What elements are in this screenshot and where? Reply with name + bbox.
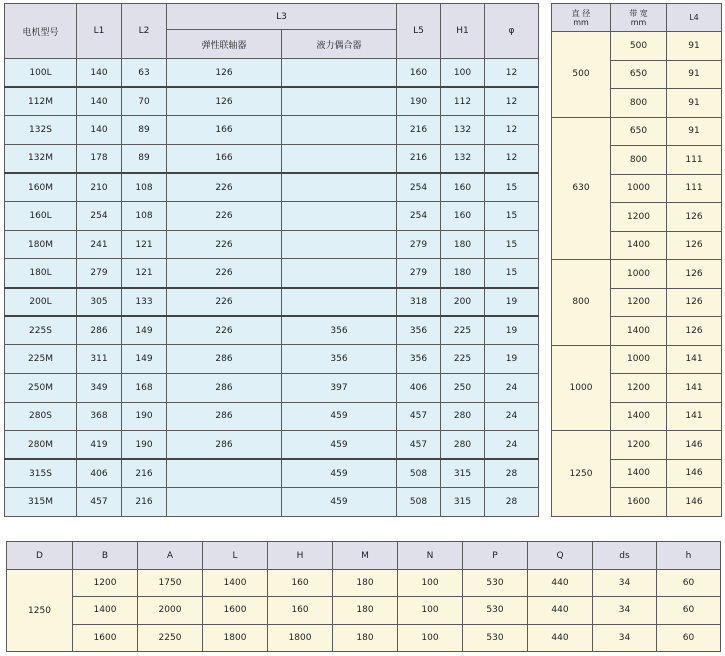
cell-h1: 315: [441, 459, 485, 488]
cell-d: 1250: [7, 570, 73, 652]
cell-l3-elastic: 286: [167, 402, 282, 431]
cell-h: 160: [268, 570, 333, 597]
table-row: [7, 570, 721, 597]
cell-belt-width: 800: [611, 146, 667, 175]
header-d: D: [7, 542, 73, 570]
header-diameter-label: 直 径: [571, 8, 591, 18]
cell-l1: 140: [77, 116, 122, 145]
cell-h1: 160: [441, 173, 485, 202]
cell-b: 1600: [73, 624, 138, 651]
cell-belt-width: 1200: [611, 431, 667, 460]
cell-l1: 178: [77, 144, 122, 173]
cell-phi: 24: [485, 373, 539, 402]
header-diameter-unit: mm: [573, 17, 589, 27]
header-b: B: [73, 542, 138, 570]
table-row: [5, 402, 539, 431]
cell-l4: 126: [667, 231, 722, 260]
cell-l5: 254: [397, 202, 441, 231]
cell-l3-elastic: 226: [167, 288, 282, 317]
header-h1: H1: [441, 4, 485, 59]
table-row: [5, 288, 539, 317]
cell-l3-fluid: 459: [282, 431, 397, 460]
table-row: [5, 144, 539, 173]
cell-n: 100: [398, 597, 463, 624]
cell-ds: 34: [593, 597, 657, 624]
cell-l5: 356: [397, 316, 441, 345]
cell-l5: 160: [397, 59, 441, 88]
cell-l3-elastic: 226: [167, 259, 282, 288]
cell-l5: 508: [397, 459, 441, 488]
cell-l4: 91: [667, 89, 722, 118]
cell-l4: 126: [667, 288, 722, 317]
cell-l1: 419: [77, 431, 122, 460]
header-h: h: [657, 542, 721, 570]
cell-h: 60: [657, 570, 721, 597]
cell-l2: 108: [122, 202, 167, 231]
cell-l2: 108: [122, 173, 167, 202]
cell-l3-elastic: 226: [167, 202, 282, 231]
cell-m: 180: [333, 624, 398, 651]
cell-l1: 241: [77, 230, 122, 259]
header-phi: φ: [485, 4, 539, 59]
table-row: [5, 316, 539, 345]
motor-table-body: [5, 59, 539, 517]
l4-table-body: [552, 32, 722, 517]
header-motor-model: 电机型号: [5, 4, 77, 59]
cell-model: 100L: [5, 59, 77, 88]
cell-l2: 89: [122, 116, 167, 145]
cell-l3-fluid: [282, 230, 397, 259]
cell-l2: 190: [122, 402, 167, 431]
cell-l5: 279: [397, 230, 441, 259]
cell-m: 180: [333, 570, 398, 597]
cell-diameter: 1000: [552, 345, 611, 431]
table-row: [552, 260, 722, 289]
cell-l5: 508: [397, 488, 441, 517]
cell-h: 160: [268, 597, 333, 624]
cell-model: 280S: [5, 402, 77, 431]
cell-h1: 180: [441, 259, 485, 288]
cell-belt-width: 800: [611, 89, 667, 118]
cell-diameter: 800: [552, 260, 611, 346]
cell-l3-elastic: [167, 488, 282, 517]
cell-l1: 254: [77, 202, 122, 231]
cell-l5: 279: [397, 259, 441, 288]
cell-phi: 15: [485, 173, 539, 202]
header-l: L: [203, 542, 268, 570]
cell-l5: 406: [397, 373, 441, 402]
cell-l1: 311: [77, 345, 122, 374]
table-row: [5, 259, 539, 288]
cell-l: 1400: [203, 570, 268, 597]
cell-l2: 168: [122, 373, 167, 402]
header-l3-fluid: 液力偶合器: [282, 30, 397, 59]
cell-model: 112M: [5, 87, 77, 116]
cell-l4: 91: [667, 32, 722, 61]
cell-l3-fluid: 397: [282, 373, 397, 402]
header-q: Q: [528, 542, 593, 570]
cell-phi: 24: [485, 431, 539, 460]
cell-model: 315M: [5, 488, 77, 517]
header-p: P: [463, 542, 528, 570]
table-row: [5, 87, 539, 116]
pulley-table-body: [7, 570, 721, 652]
header-n: N: [398, 542, 463, 570]
cell-h1: 132: [441, 144, 485, 173]
cell-l3-elastic: 126: [167, 87, 282, 116]
cell-belt-width: 1400: [611, 402, 667, 431]
cell-l3-elastic: 286: [167, 373, 282, 402]
cell-l1: 279: [77, 259, 122, 288]
header-m: M: [333, 542, 398, 570]
cell-l: 1600: [203, 597, 268, 624]
header-belt-width: [611, 4, 667, 32]
cell-p: 530: [463, 570, 528, 597]
cell-l3-fluid: [282, 173, 397, 202]
cell-l1: 349: [77, 373, 122, 402]
cell-l3-elastic: 226: [167, 173, 282, 202]
cell-ds: 34: [593, 624, 657, 651]
cell-h1: 132: [441, 116, 485, 145]
header-l3-elastic: 弹性联轴器: [167, 30, 282, 59]
table-row: [5, 488, 539, 517]
cell-phi: 19: [485, 345, 539, 374]
cell-phi: 15: [485, 230, 539, 259]
cell-belt-width: 500: [611, 32, 667, 61]
cell-belt-width: 1000: [611, 345, 667, 374]
cell-l4: 126: [667, 317, 722, 346]
cell-l4: 91: [667, 60, 722, 89]
cell-belt-width: 1200: [611, 288, 667, 317]
cell-l2: 121: [122, 259, 167, 288]
cell-n: 100: [398, 624, 463, 651]
cell-l1: 457: [77, 488, 122, 517]
cell-l4: 146: [667, 459, 722, 488]
cell-a: 2250: [138, 624, 203, 651]
cell-belt-width: 1000: [611, 174, 667, 203]
cell-l3-fluid: 459: [282, 488, 397, 517]
header-ds: ds: [593, 542, 657, 570]
header-h: H: [268, 542, 333, 570]
cell-phi: 19: [485, 288, 539, 317]
header-belt-width-unit: mm: [630, 17, 647, 27]
cell-l4: 141: [667, 374, 722, 403]
cell-belt-width: 1200: [611, 374, 667, 403]
cell-l1: 286: [77, 316, 122, 345]
cell-phi: 15: [485, 259, 539, 288]
cell-belt-width: 1600: [611, 488, 667, 517]
cell-l3-fluid: 356: [282, 316, 397, 345]
header-l1: L1: [77, 4, 122, 59]
cell-l4: 91: [667, 117, 722, 146]
cell-l3-fluid: 459: [282, 459, 397, 488]
cell-model: 315S: [5, 459, 77, 488]
cell-l4: 141: [667, 345, 722, 374]
cell-diameter: 1250: [552, 431, 611, 517]
cell-m: 180: [333, 597, 398, 624]
cell-l2: 63: [122, 59, 167, 88]
cell-phi: 28: [485, 488, 539, 517]
cell-l3-elastic: 166: [167, 116, 282, 145]
cell-model: 132M: [5, 144, 77, 173]
cell-l5: 318: [397, 288, 441, 317]
cell-l4: 111: [667, 174, 722, 203]
cell-a: 1750: [138, 570, 203, 597]
table-row: [7, 597, 721, 624]
cell-h1: 160: [441, 202, 485, 231]
cell-l1: 406: [77, 459, 122, 488]
cell-b: 1200: [73, 570, 138, 597]
cell-phi: 24: [485, 402, 539, 431]
header-l2: L2: [122, 4, 167, 59]
cell-l3-fluid: [282, 116, 397, 145]
cell-diameter: 630: [552, 117, 611, 260]
cell-belt-width: 1400: [611, 231, 667, 260]
cell-l3-fluid: 459: [282, 402, 397, 431]
cell-model: 180L: [5, 259, 77, 288]
cell-l3-fluid: [282, 259, 397, 288]
cell-model: 200L: [5, 288, 77, 317]
cell-l2: 121: [122, 230, 167, 259]
cell-model: 225S: [5, 316, 77, 345]
cell-l3-elastic: 126: [167, 59, 282, 88]
cell-l5: 216: [397, 144, 441, 173]
cell-phi: 28: [485, 459, 539, 488]
cell-l3-elastic: 226: [167, 230, 282, 259]
cell-l4: 126: [667, 260, 722, 289]
cell-phi: 12: [485, 87, 539, 116]
cell-n: 100: [398, 570, 463, 597]
cell-q: 440: [528, 624, 593, 651]
cell-belt-width: 650: [611, 117, 667, 146]
cell-l2: 149: [122, 316, 167, 345]
cell-l1: 368: [77, 402, 122, 431]
header-a: A: [138, 542, 203, 570]
cell-l3-fluid: [282, 144, 397, 173]
cell-belt-width: 1000: [611, 260, 667, 289]
header-diameter: [552, 4, 611, 32]
cell-l2: 133: [122, 288, 167, 317]
cell-h: 60: [657, 597, 721, 624]
cell-h1: 250: [441, 373, 485, 402]
cell-h1: 315: [441, 488, 485, 517]
cell-model: 250M: [5, 373, 77, 402]
cell-l2: 70: [122, 87, 167, 116]
l4-table: [551, 3, 722, 517]
cell-l2: 89: [122, 144, 167, 173]
table-row: [5, 431, 539, 460]
cell-q: 440: [528, 597, 593, 624]
cell-model: 160M: [5, 173, 77, 202]
cell-a: 2000: [138, 597, 203, 624]
cell-l3-elastic: 166: [167, 144, 282, 173]
cell-l2: 216: [122, 488, 167, 517]
cell-l2: 190: [122, 431, 167, 460]
cell-l5: 356: [397, 345, 441, 374]
cell-l1: 210: [77, 173, 122, 202]
cell-l2: 149: [122, 345, 167, 374]
cell-l3-fluid: [282, 87, 397, 116]
cell-model: 160L: [5, 202, 77, 231]
cell-l1: 305: [77, 288, 122, 317]
table-row: [552, 117, 722, 146]
cell-l5: 457: [397, 431, 441, 460]
cell-h1: 280: [441, 402, 485, 431]
cell-p: 530: [463, 597, 528, 624]
header-belt-width-label: 带 宽: [629, 8, 648, 18]
cell-l3-fluid: [282, 59, 397, 88]
cell-q: 440: [528, 570, 593, 597]
cell-h1: 180: [441, 230, 485, 259]
cell-p: 530: [463, 624, 528, 651]
cell-l4: 141: [667, 402, 722, 431]
cell-l4: 126: [667, 203, 722, 232]
cell-l3-elastic: 286: [167, 345, 282, 374]
header-l5: L5: [397, 4, 441, 59]
cell-b: 1400: [73, 597, 138, 624]
cell-model: 180M: [5, 230, 77, 259]
pulley-dimension-table: [6, 541, 721, 652]
cell-l3-fluid: [282, 202, 397, 231]
cell-l4: 111: [667, 146, 722, 175]
cell-l5: 190: [397, 87, 441, 116]
cell-l3-fluid: [282, 288, 397, 317]
table-row: [5, 459, 539, 488]
cell-l5: 457: [397, 402, 441, 431]
cell-ds: 34: [593, 570, 657, 597]
cell-h1: 225: [441, 345, 485, 374]
cell-l5: 216: [397, 116, 441, 145]
cell-l1: 140: [77, 59, 122, 88]
cell-l2: 216: [122, 459, 167, 488]
cell-l4: 146: [667, 488, 722, 517]
cell-belt-width: 1400: [611, 317, 667, 346]
cell-h1: 280: [441, 431, 485, 460]
cell-l3-elastic: [167, 459, 282, 488]
table-row: [5, 373, 539, 402]
cell-belt-width: 650: [611, 60, 667, 89]
cell-phi: 19: [485, 316, 539, 345]
table-row: [552, 345, 722, 374]
table-row: [5, 59, 539, 88]
cell-belt-width: 1200: [611, 203, 667, 232]
cell-phi: 15: [485, 202, 539, 231]
cell-l4: 146: [667, 431, 722, 460]
cell-h: 60: [657, 624, 721, 651]
cell-h1: 200: [441, 288, 485, 317]
table-row: [5, 173, 539, 202]
cell-phi: 12: [485, 59, 539, 88]
cell-l: 1800: [203, 624, 268, 651]
cell-model: 132S: [5, 116, 77, 145]
cell-belt-width: 1400: [611, 459, 667, 488]
cell-diameter: 500: [552, 32, 611, 118]
cell-h1: 225: [441, 316, 485, 345]
table-row: [552, 431, 722, 460]
cell-l1: 140: [77, 87, 122, 116]
table-row: [5, 345, 539, 374]
table-row: [7, 624, 721, 651]
cell-l3-fluid: 356: [282, 345, 397, 374]
table-row: [5, 116, 539, 145]
cell-phi: 12: [485, 116, 539, 145]
table-row: [552, 32, 722, 61]
cell-l3-elastic: 286: [167, 431, 282, 460]
cell-l5: 254: [397, 173, 441, 202]
cell-h1: 112: [441, 87, 485, 116]
cell-model: 225M: [5, 345, 77, 374]
cell-phi: 12: [485, 144, 539, 173]
cell-model: 280M: [5, 431, 77, 460]
motor-dimension-table: [4, 3, 539, 517]
cell-l3-elastic: 226: [167, 316, 282, 345]
cell-h: 1800: [268, 624, 333, 651]
header-l4: L4: [667, 4, 722, 32]
table-row: [5, 230, 539, 259]
header-l3: L3: [167, 4, 397, 30]
cell-h1: 100: [441, 59, 485, 88]
table-row: [5, 202, 539, 231]
